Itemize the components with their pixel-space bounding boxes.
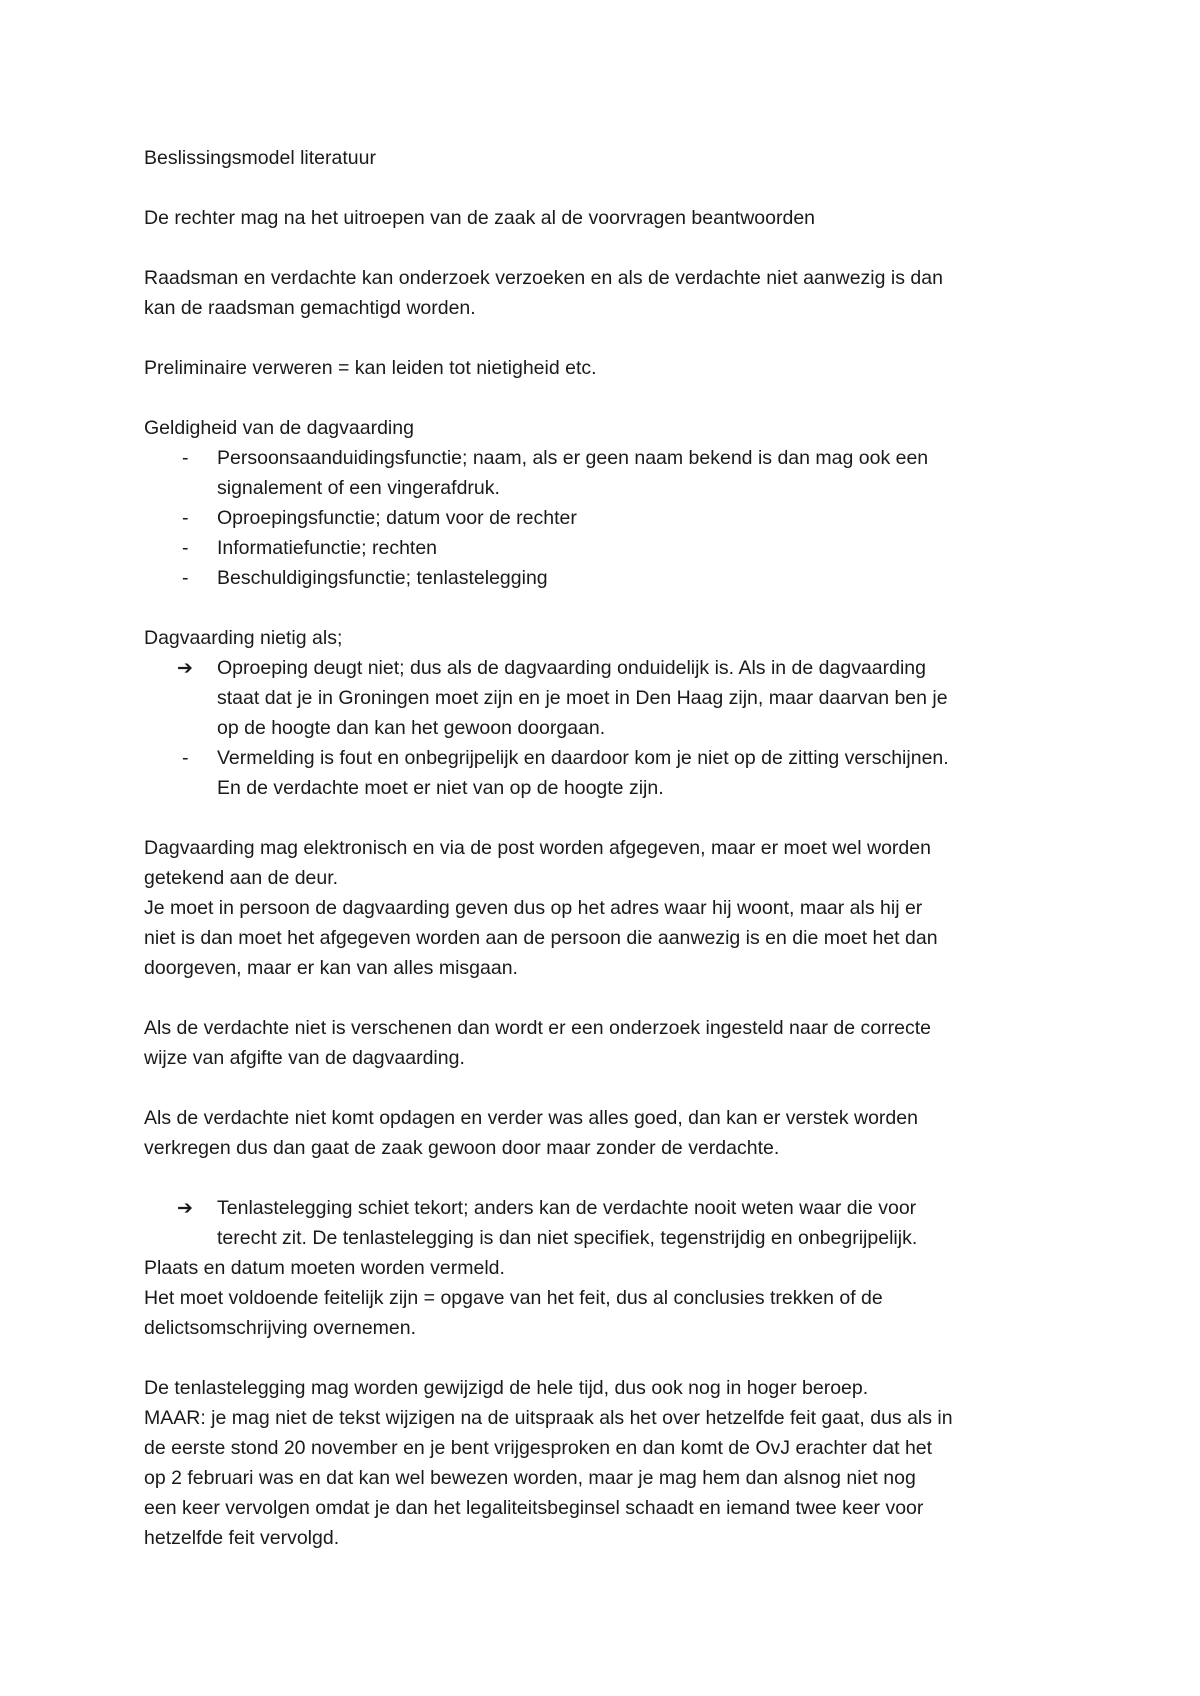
arrow-right-icon: ➔ xyxy=(177,1197,193,1219)
text-line: En de verdachte moet er niet van op de hoogte zijn. xyxy=(217,777,664,799)
text-line: terecht zit. De tenlastelegging is dan niet specifiek, tegenstrijdig en onbegrijpelijk. xyxy=(217,1227,918,1249)
paragraph-verstek xyxy=(144,1103,1084,1163)
text-line: Dagvaarding mag elektronisch en via de post worden afgegeven, maar er moet wel worden xyxy=(144,837,931,859)
text-line: Oproeping deugt niet; dus als de dagvaarding onduidelijk is. Als in de dagvaarding xyxy=(217,657,926,679)
text-line: verkregen dus dan gaat de zaak gewoon door maar zonder de verdachte. xyxy=(144,1137,780,1159)
document-page xyxy=(144,143,1084,1583)
text-line: Preliminaire verweren = kan leiden tot nietigheid etc. xyxy=(144,357,597,379)
text-line: Vermelding is fout en onbegrijpelijk en daardoor kom je niet op de zitting verschijnen. xyxy=(217,747,949,769)
list-item xyxy=(144,1193,1084,1253)
text-line: Het moet voldoende feitelijk zijn = opgave van het feit, dus al conclusies trekken of de xyxy=(144,1287,883,1309)
text-line: Beschuldigingsfunctie; tenlastelegging xyxy=(217,567,548,589)
text-line: Persoonsaanduidingsfunctie; naam, als er geen naam bekend is dan mag ook een xyxy=(217,447,929,469)
dash-bullet-icon: - xyxy=(182,537,189,559)
list-item xyxy=(144,653,1084,743)
section-tenlastelegging xyxy=(144,1193,1084,1343)
text-line: een keer vervolgen omdat je dan het legaliteitsbeginsel schaadt en iemand twee keer voor xyxy=(144,1497,924,1519)
dash-bullet-icon: - xyxy=(182,567,189,589)
text-line: kan de raadsman gemachtigd worden. xyxy=(144,297,476,319)
bullet-list xyxy=(144,443,1084,593)
list-item xyxy=(144,743,1084,803)
text-line: De rechter mag na het uitroepen van de zaak al de voorvragen beantwoorden xyxy=(144,207,816,229)
text-line: Oproepingsfunctie; datum voor de rechter xyxy=(217,507,577,529)
paragraph-gewijzigd xyxy=(144,1373,1084,1553)
text-line: Je moet in persoon de dagvaarding geven dus op het adres waar hij woont, maar als hij er xyxy=(144,897,923,919)
arrow-right-icon: ➔ xyxy=(177,657,193,679)
list-item xyxy=(144,503,1084,533)
text-line: op 2 februari was en dat kan wel bewezen worden, maar je mag hem dan alsnog niet nog xyxy=(144,1467,916,1489)
text-line: doorgeven, maar er kan van alles misgaan. xyxy=(144,957,518,979)
text-line: Beslissingsmodel literatuur xyxy=(144,147,376,169)
paragraph-verschenen xyxy=(144,1013,1084,1073)
section-heading: Dagvaarding nietig als; xyxy=(144,627,343,649)
section-geldigheid xyxy=(144,413,1084,593)
text-line: Plaats en datum moeten worden vermeld. xyxy=(144,1257,505,1279)
text-line: De tenlastelegging mag worden gewijzigd de hele tijd, dus ook nog in hoger beroep. xyxy=(144,1377,869,1399)
text-line: Raadsman en verdachte kan onderzoek verzoeken en als de verdachte niet aanwezig is dan xyxy=(144,267,943,289)
paragraph-raadsman xyxy=(144,263,1084,323)
text-line: staat dat je in Groningen moet zijn en je moet in Den Haag zijn, maar daarvan ben je xyxy=(217,687,948,709)
text-line: op de hoogte dan kan het gewoon doorgaan. xyxy=(217,717,606,739)
dash-bullet-icon: - xyxy=(182,507,189,529)
text-line: niet is dan moet het afgegeven worden aan de persoon die aanwezig is en die moet het dan xyxy=(144,927,938,949)
dash-bullet-icon: - xyxy=(182,747,189,769)
list-item xyxy=(144,563,1084,593)
text-line: getekend aan de deur. xyxy=(144,867,339,889)
text-line: de eerste stond 20 november en je bent vrijgesproken en dan komt de OvJ erachter dat het xyxy=(144,1437,933,1459)
section-nietig xyxy=(144,623,1084,803)
bullet-list xyxy=(144,1193,1084,1253)
bullet-list xyxy=(144,653,1084,803)
text-line: wijze van afgifte van de dagvaarding. xyxy=(144,1047,465,1069)
text-line: Informatiefunctie; rechten xyxy=(217,537,438,559)
text-line: delictsomschrijving overnemen. xyxy=(144,1317,417,1339)
text-line: Als de verdachte niet komt opdagen en verder was alles goed, dan kan er verstek worden xyxy=(144,1107,918,1129)
text-line: hetzelfde feit vervolgd. xyxy=(144,1527,340,1549)
paragraph-voorvragen xyxy=(144,203,1084,233)
list-item xyxy=(144,533,1084,563)
list-item xyxy=(144,443,1084,503)
text-line: Als de verdachte niet is verschenen dan wordt er een onderzoek ingesteld naar de correcte xyxy=(144,1017,931,1039)
dash-bullet-icon: - xyxy=(182,447,189,469)
paragraph-elektronisch xyxy=(144,833,1084,983)
document-title xyxy=(144,143,1084,173)
text-line: Tenlastelegging schiet tekort; anders kan de verdachte nooit weten waar die voor xyxy=(217,1197,917,1219)
text-line: MAAR: je mag niet de tekst wijzigen na de uitspraak als het over hetzelfde feit gaat, dus als in xyxy=(144,1407,953,1429)
section-heading: Geldigheid van de dagvaarding xyxy=(144,417,414,439)
text-line: signalement of een vingerafdruk. xyxy=(217,477,500,499)
paragraph-preliminaire xyxy=(144,353,1084,383)
